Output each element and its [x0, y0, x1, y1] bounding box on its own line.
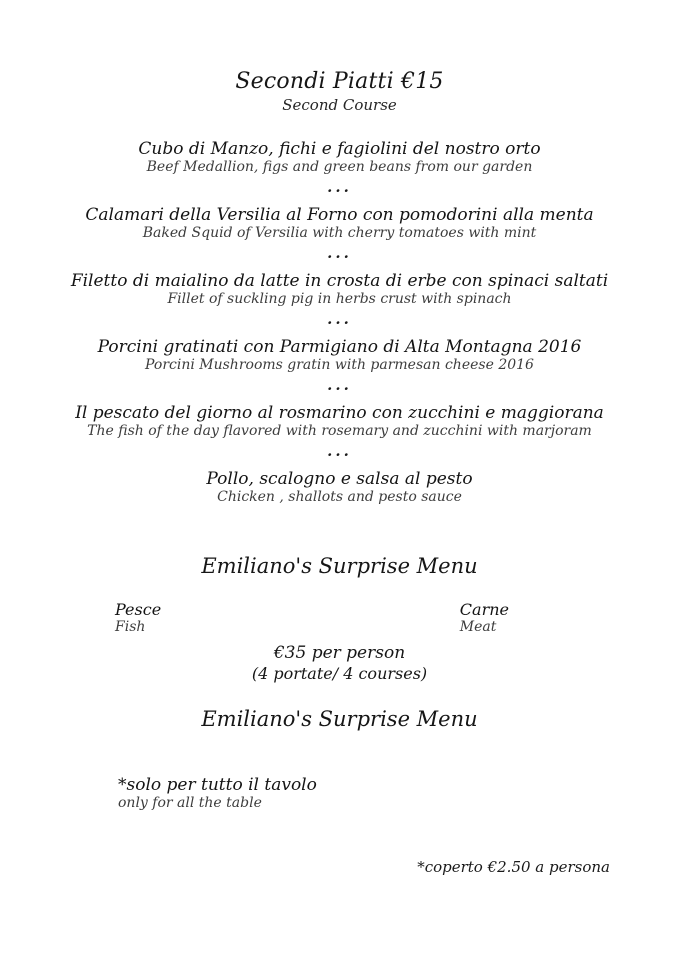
menu-item	[0, 140, 679, 175]
dish-name-italian: Il pescato del giorno al rosmarino con zucchini e maggiorana	[75, 403, 604, 423]
surprise-menu-heading-2: Emiliano's Surprise Menu	[201, 707, 478, 731]
dish-name-english: Fillet of suckling pig in herbs crust with spinach	[167, 291, 512, 307]
menu-item	[0, 404, 679, 439]
table-footnote	[0, 775, 679, 811]
dish-name-english: Chicken , shallots and pesto sauce	[217, 489, 462, 505]
menu-items	[0, 140, 679, 505]
option-label-italian: Pesce	[115, 600, 162, 619]
surprise-menu-heading: Emiliano's Surprise Menu	[201, 554, 478, 578]
dish-name-english: Beef Medallion, figs and green beans from our garden	[146, 159, 533, 175]
footnote-english: only for all the table	[118, 795, 262, 811]
dots-separator: ···	[327, 380, 352, 398]
menu-item	[0, 272, 679, 307]
dots-separator: ···	[327, 314, 352, 332]
dots-separator: ···	[327, 182, 352, 200]
surprise-option-fish	[115, 601, 161, 635]
dish-name-italian: Filetto di maialino da latte in crosta di erbe con spinaci saltati	[70, 271, 609, 291]
menu-title: Secondi Piatti €15	[235, 69, 444, 94]
dish-name-italian: Porcini gratinati con Parmigiano di Alta Montagna 2016	[97, 337, 582, 357]
dots-separator: ···	[327, 446, 352, 464]
surprise-menu-courses: (4 portate/ 4 courses)	[251, 664, 428, 683]
menu-subtitle: Second Course	[282, 96, 397, 114]
option-label-italian: Carne	[459, 600, 509, 619]
cover-charge-note: *coperto €2.50 a persona	[417, 858, 610, 876]
option-label-english: Fish	[115, 619, 146, 635]
surprise-options-row	[0, 601, 679, 635]
dish-name-english: Porcini Mushrooms gratin with parmesan cheese 2016	[145, 357, 534, 373]
menu-item	[0, 206, 679, 241]
dish-name-italian: Calamari della Versilia al Forno con pomodorini alla menta	[85, 205, 594, 225]
dish-name-english: The fish of the day flavored with rosemary and zucchini with marjoram	[87, 423, 592, 439]
menu-item	[0, 338, 679, 373]
option-label-english: Meat	[459, 619, 497, 635]
dish-name-italian: Cubo di Manzo, fichi e fagiolini del nostro orto	[138, 139, 541, 159]
dish-name-italian: Pollo, scalogno e salsa al pesto	[206, 469, 473, 489]
surprise-option-meat	[460, 601, 509, 635]
surprise-menu-price: €35 per person	[273, 643, 406, 663]
menu-item	[0, 470, 679, 505]
footnote-italian: *solo per tutto il tavolo	[118, 775, 317, 795]
dish-name-english: Baked Squid of Versilia with cherry tomatoes with mint	[142, 225, 537, 241]
dots-separator: ···	[327, 248, 352, 266]
